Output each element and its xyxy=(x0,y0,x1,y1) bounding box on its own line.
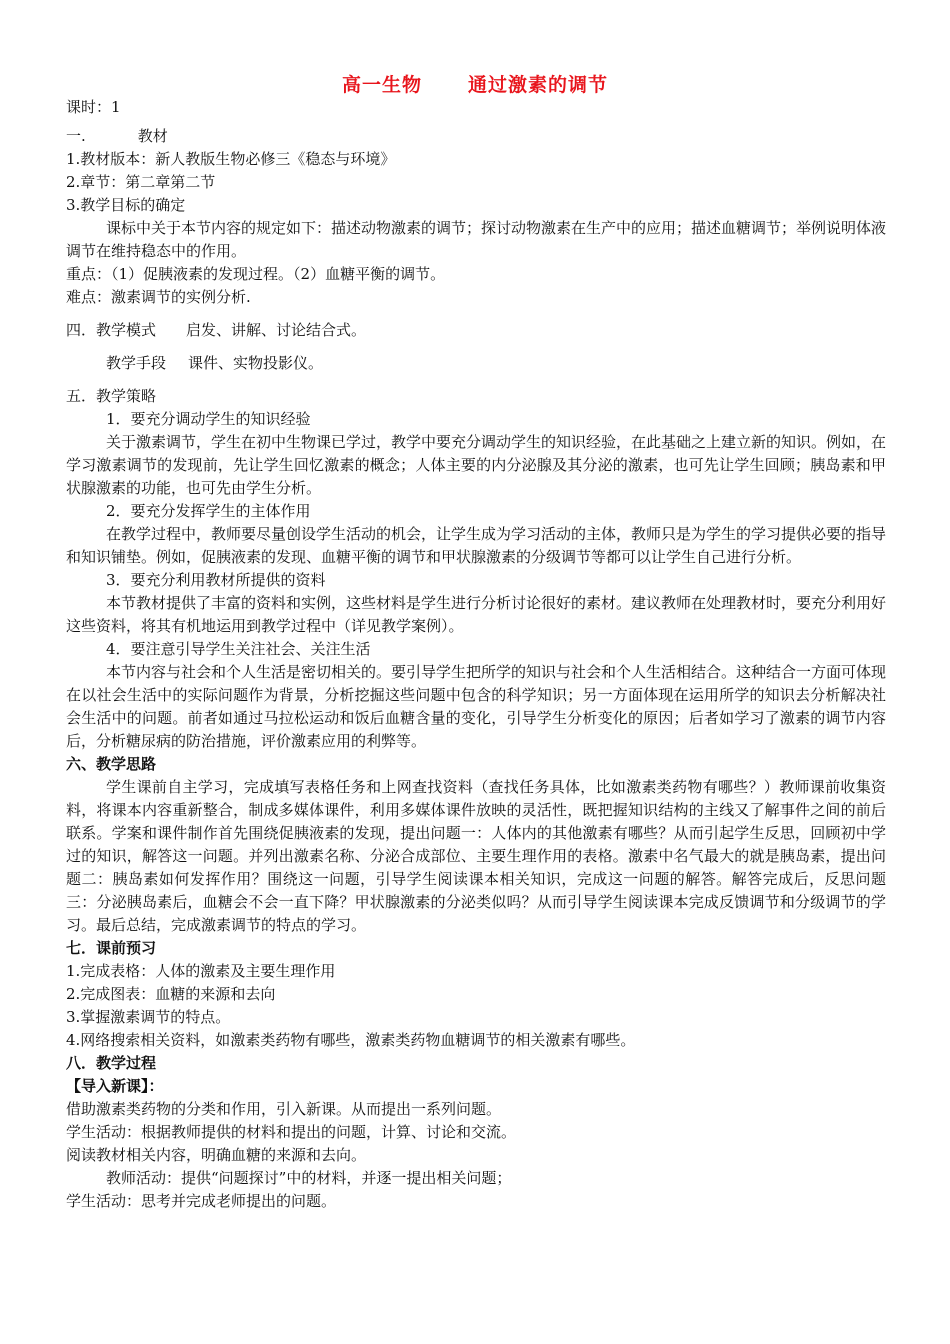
section-strategy xyxy=(66,385,886,753)
intro-heading: 【导入新课】： xyxy=(66,1077,164,1095)
lesson-count: 课时：1 xyxy=(66,98,121,116)
process-line: 借助激素类药物的分类和作用，引入新课。从而提出一系列问题。 xyxy=(66,1100,502,1118)
strategy-title: 2．要充分发挥学生的主体作用 xyxy=(106,502,311,520)
process-line: 学生活动：根据教师提供的材料和提出的问题，计算、讨论和交流。 xyxy=(66,1123,517,1141)
strategy-body: 在教学过程中，教师要尽量创设学生活动的机会，让学生成为学习活动的主体，教师只是为学生的学习提供必要的指导和知识铺垫。例如，促胰液素的发现、血糖平衡的调节和甲状腺激素的分级调节等都可以让学生自己进行分析。 xyxy=(66,525,887,566)
strategy-title: 4．要注意引导学生关注社会、关注生活 xyxy=(106,640,371,658)
strategy-title: 3．要充分利用教材所提供的资料 xyxy=(106,571,326,589)
list-item: 4.网络搜索相关资料，如激素类药物有哪些，激素类药物血糖调节的相关激素有哪些。 xyxy=(66,1031,636,1049)
strategy-title: 1．要充分调动学生的知识经验 xyxy=(106,410,311,428)
title-topic: 通过激素的调节 xyxy=(468,74,609,96)
section-teaching-mode xyxy=(66,319,886,375)
section-heading: 一. 教材 xyxy=(66,127,168,145)
document-body xyxy=(66,96,886,1213)
page-title xyxy=(0,70,950,97)
teacher-activity: 教师活动：提供“问题探讨”中的材料，并逐一提出相关问题； xyxy=(106,1169,512,1187)
strategy-body: 本节教材提供了丰富的资料和实例，这些材料是学生进行分析讨论很好的素材。建议教师在处理教材时，要充分利用好这些资料，将其有机地运用到教学过程中（详见教学案例）。 xyxy=(66,594,887,635)
section-heading: 八．教学过程 xyxy=(66,1054,157,1072)
strategy-body: 本节内容与社会和个人生活是密切相关的。要引导学生把所学的知识与社会和个人生活相结合。这种结合一方面可体现在以社会生活中的实际问题作为背景，分析挖掘这些问题中包含的科学知识；另一方面体现在运用所学的知识去分析解决社会生活中的问题。前者如通过马拉松运动和饭后血糖含量的变化，引导学生分析变化的原因；后者如学习了激素的调节内容后，分析糖尿病的防治措施，评价激素应用的利弊等。 xyxy=(66,663,887,750)
key-points: 重点：（1）促胰液素的发现过程。（2）血糖平衡的调节。 xyxy=(66,265,446,283)
objective-paragraph: 课标中关于本节内容的规定如下：描述动物激素的调节；探讨动物激素在生产中的应用；描述血糖调节；举例说明体液调节在维持稳态中的作用。 xyxy=(66,219,887,260)
list-item: 3.教学目标的确定 xyxy=(66,196,186,214)
process-line: 阅读教材相关内容，明确血糖的来源和去向。 xyxy=(66,1146,367,1164)
approach-body: 学生课前自主学习，完成填写表格任务和上网查找资料（查找任务具体，比如激素类药物有哪些？）教师课前收集资料，将课本内容重新整合，制成多媒体课件，利用多媒体课件放映的灵活性，既把握知识结构的主线又了解事件之间的前后联系。学案和课件制作首先围绕促胰液素的发现，提出问题一：人体内的其他激素有哪些？从而引起学生反思，回顾初中学过的知识，解答这一问题。并列出激素名称、分泌合成部位、主要生理作用的表格。激素中名气最大的就是胰岛素，提出问题二：胰岛素如何发挥作用？围绕这一问题，引导学生阅读课本相关知识，完成这一问题的解答。解答完成后，反思问题三：分泌胰岛素后，血糖会不会一直下降？甲状腺激素的分泌类似吗？从而引导学生阅读课本完成反馈调节和分级调节的学习。最后总结，完成激素调节的特点的学习。 xyxy=(66,778,886,934)
section-materials xyxy=(66,125,886,309)
list-item: 3.掌握激素调节的特点。 xyxy=(66,1008,231,1026)
section-heading: 五．教学策略 xyxy=(66,387,157,405)
list-item: 1.教材版本：新人教版生物必修三《稳态与环境》 xyxy=(66,150,396,168)
title-subject: 高一生物 xyxy=(341,74,422,96)
list-item: 2.完成图表：血糖的来源和去向 xyxy=(66,985,276,1003)
teaching-mode: 四．教学模式 启发、讲解、讨论结合式。 xyxy=(66,321,367,339)
teaching-means: 教学手段 课件、实物投影仪。 xyxy=(106,354,324,372)
section-teaching-approach xyxy=(66,753,886,937)
list-item: 1.完成表格：人体的激素及主要生理作用 xyxy=(66,962,336,980)
list-item: 2.章节：第二章第二节 xyxy=(66,173,216,191)
strategy-body: 关于激素调节，学生在初中生物课已学过，教学中要充分调动学生的知识经验，在此基础之上建立新的知识。例如，在学习激素调节的发现前，先让学生回忆激素的概念；人体主要的内分泌腺及其分泌的激素，也可先让学生回顾；胰岛素和甲状腺激素的功能，也可先由学生分析。 xyxy=(66,433,887,497)
section-teaching-process xyxy=(66,1052,886,1213)
section-heading: 六、教学思路 xyxy=(66,755,157,773)
section-preview xyxy=(66,937,886,1052)
student-activity: 学生活动：思考并完成老师提出的问题。 xyxy=(66,1192,337,1210)
section-heading: 七．课前预习 xyxy=(66,939,157,957)
difficulties: 难点：激素调节的实例分析. xyxy=(66,288,251,306)
